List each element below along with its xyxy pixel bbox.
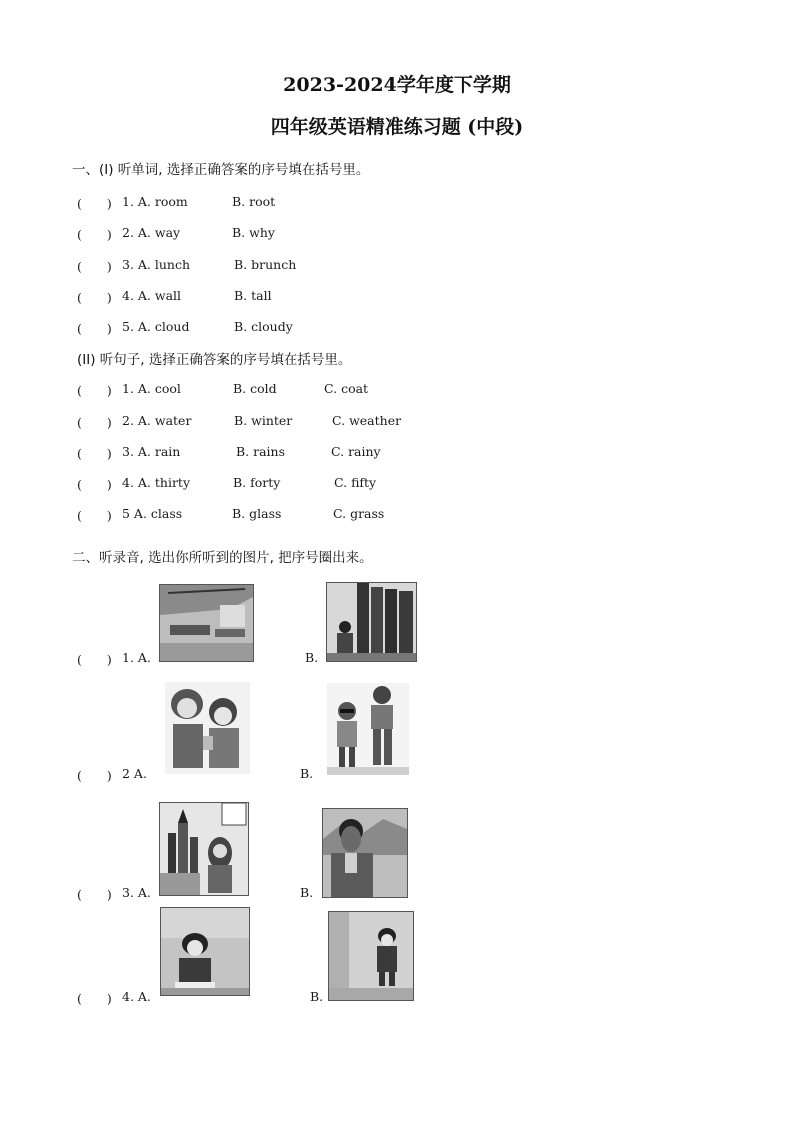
library-photo[interactable] xyxy=(326,582,417,662)
section1-part2-heading: (II) 听句子, 选择正确答案的序号填在括号里。 xyxy=(77,352,352,368)
option-b-label: B. xyxy=(310,989,324,1004)
option-b: B. why xyxy=(232,225,275,240)
classroom-photo[interactable] xyxy=(159,584,254,662)
option-a: 3. A. rain xyxy=(122,444,181,459)
option-a: 4. A. thirty xyxy=(122,475,191,490)
option-a-label: 3. A. xyxy=(122,885,151,900)
option-b-label: B. xyxy=(300,766,314,781)
option-c: C. grass xyxy=(333,506,385,521)
option-b: B. brunch xyxy=(234,257,297,272)
option-b: B. rains xyxy=(236,444,286,459)
answer-blank[interactable]: ( ) xyxy=(77,477,112,492)
option-b: B. cloudy xyxy=(234,319,293,334)
answer-blank[interactable]: ( ) xyxy=(77,259,112,274)
answer-blank[interactable]: ( ) xyxy=(77,321,112,336)
option-c: C. weather xyxy=(332,413,402,428)
option-a-label: 4. A. xyxy=(122,989,151,1004)
option-a: 2. A. water xyxy=(122,413,192,428)
option-a-label: 2 A. xyxy=(122,766,147,781)
man-landscape-photo[interactable] xyxy=(322,808,408,898)
option-a: 3. A. lunch xyxy=(122,257,191,272)
two-children-photo[interactable] xyxy=(165,682,250,774)
page-title-subject: 四年级英语精准练习题 (中段) xyxy=(270,116,524,138)
child-red-coat-photo[interactable] xyxy=(160,907,250,996)
answer-blank[interactable]: ( ) xyxy=(77,652,112,667)
answer-blank[interactable]: ( ) xyxy=(77,887,112,902)
option-b: B. cold xyxy=(233,381,277,396)
option-a: 5 A. class xyxy=(122,506,183,521)
option-a: 2. A. way xyxy=(122,225,181,240)
child-red-coat-small-photo[interactable] xyxy=(328,911,414,1001)
answer-blank[interactable]: ( ) xyxy=(77,196,112,211)
option-b-label: B. xyxy=(300,885,314,900)
option-c: C. coat xyxy=(324,381,369,396)
section2-heading: 二、听录音, 选出你所听到的图片, 把序号圈出来。 xyxy=(72,550,373,566)
answer-blank[interactable]: ( ) xyxy=(77,290,112,305)
option-a: 4. A. wall xyxy=(122,288,182,303)
option-a-label: 1. A. xyxy=(122,650,151,665)
option-b: B. glass xyxy=(232,506,282,521)
answer-blank[interactable]: ( ) xyxy=(77,768,112,783)
answer-blank[interactable]: ( ) xyxy=(77,446,112,461)
section1-part1-heading: 一、(I) 听单词, 选择正确答案的序号填在括号里。 xyxy=(72,162,370,178)
option-a: 1. A. room xyxy=(122,194,188,209)
option-a: 1. A. cool xyxy=(122,381,181,396)
option-b: B. forty xyxy=(233,475,281,490)
two-boys-photo[interactable] xyxy=(327,683,409,775)
answer-blank[interactable]: ( ) xyxy=(77,508,112,523)
option-b: B. tall xyxy=(234,288,272,303)
option-b: B. root xyxy=(232,194,276,209)
castle-girl-photo[interactable] xyxy=(159,802,249,896)
answer-blank[interactable]: ( ) xyxy=(77,227,112,242)
answer-blank[interactable]: ( ) xyxy=(77,415,112,430)
option-c: C. fifty xyxy=(334,475,377,490)
option-b: B. winter xyxy=(234,413,293,428)
answer-blank[interactable]: ( ) xyxy=(77,383,112,398)
option-c: C. rainy xyxy=(331,444,381,459)
option-a: 5. A. cloud xyxy=(122,319,190,334)
option-b-label: B. xyxy=(305,650,319,665)
page-title-year: 2023-2024学年度下学期 xyxy=(283,74,511,96)
answer-blank[interactable]: ( ) xyxy=(77,991,112,1006)
